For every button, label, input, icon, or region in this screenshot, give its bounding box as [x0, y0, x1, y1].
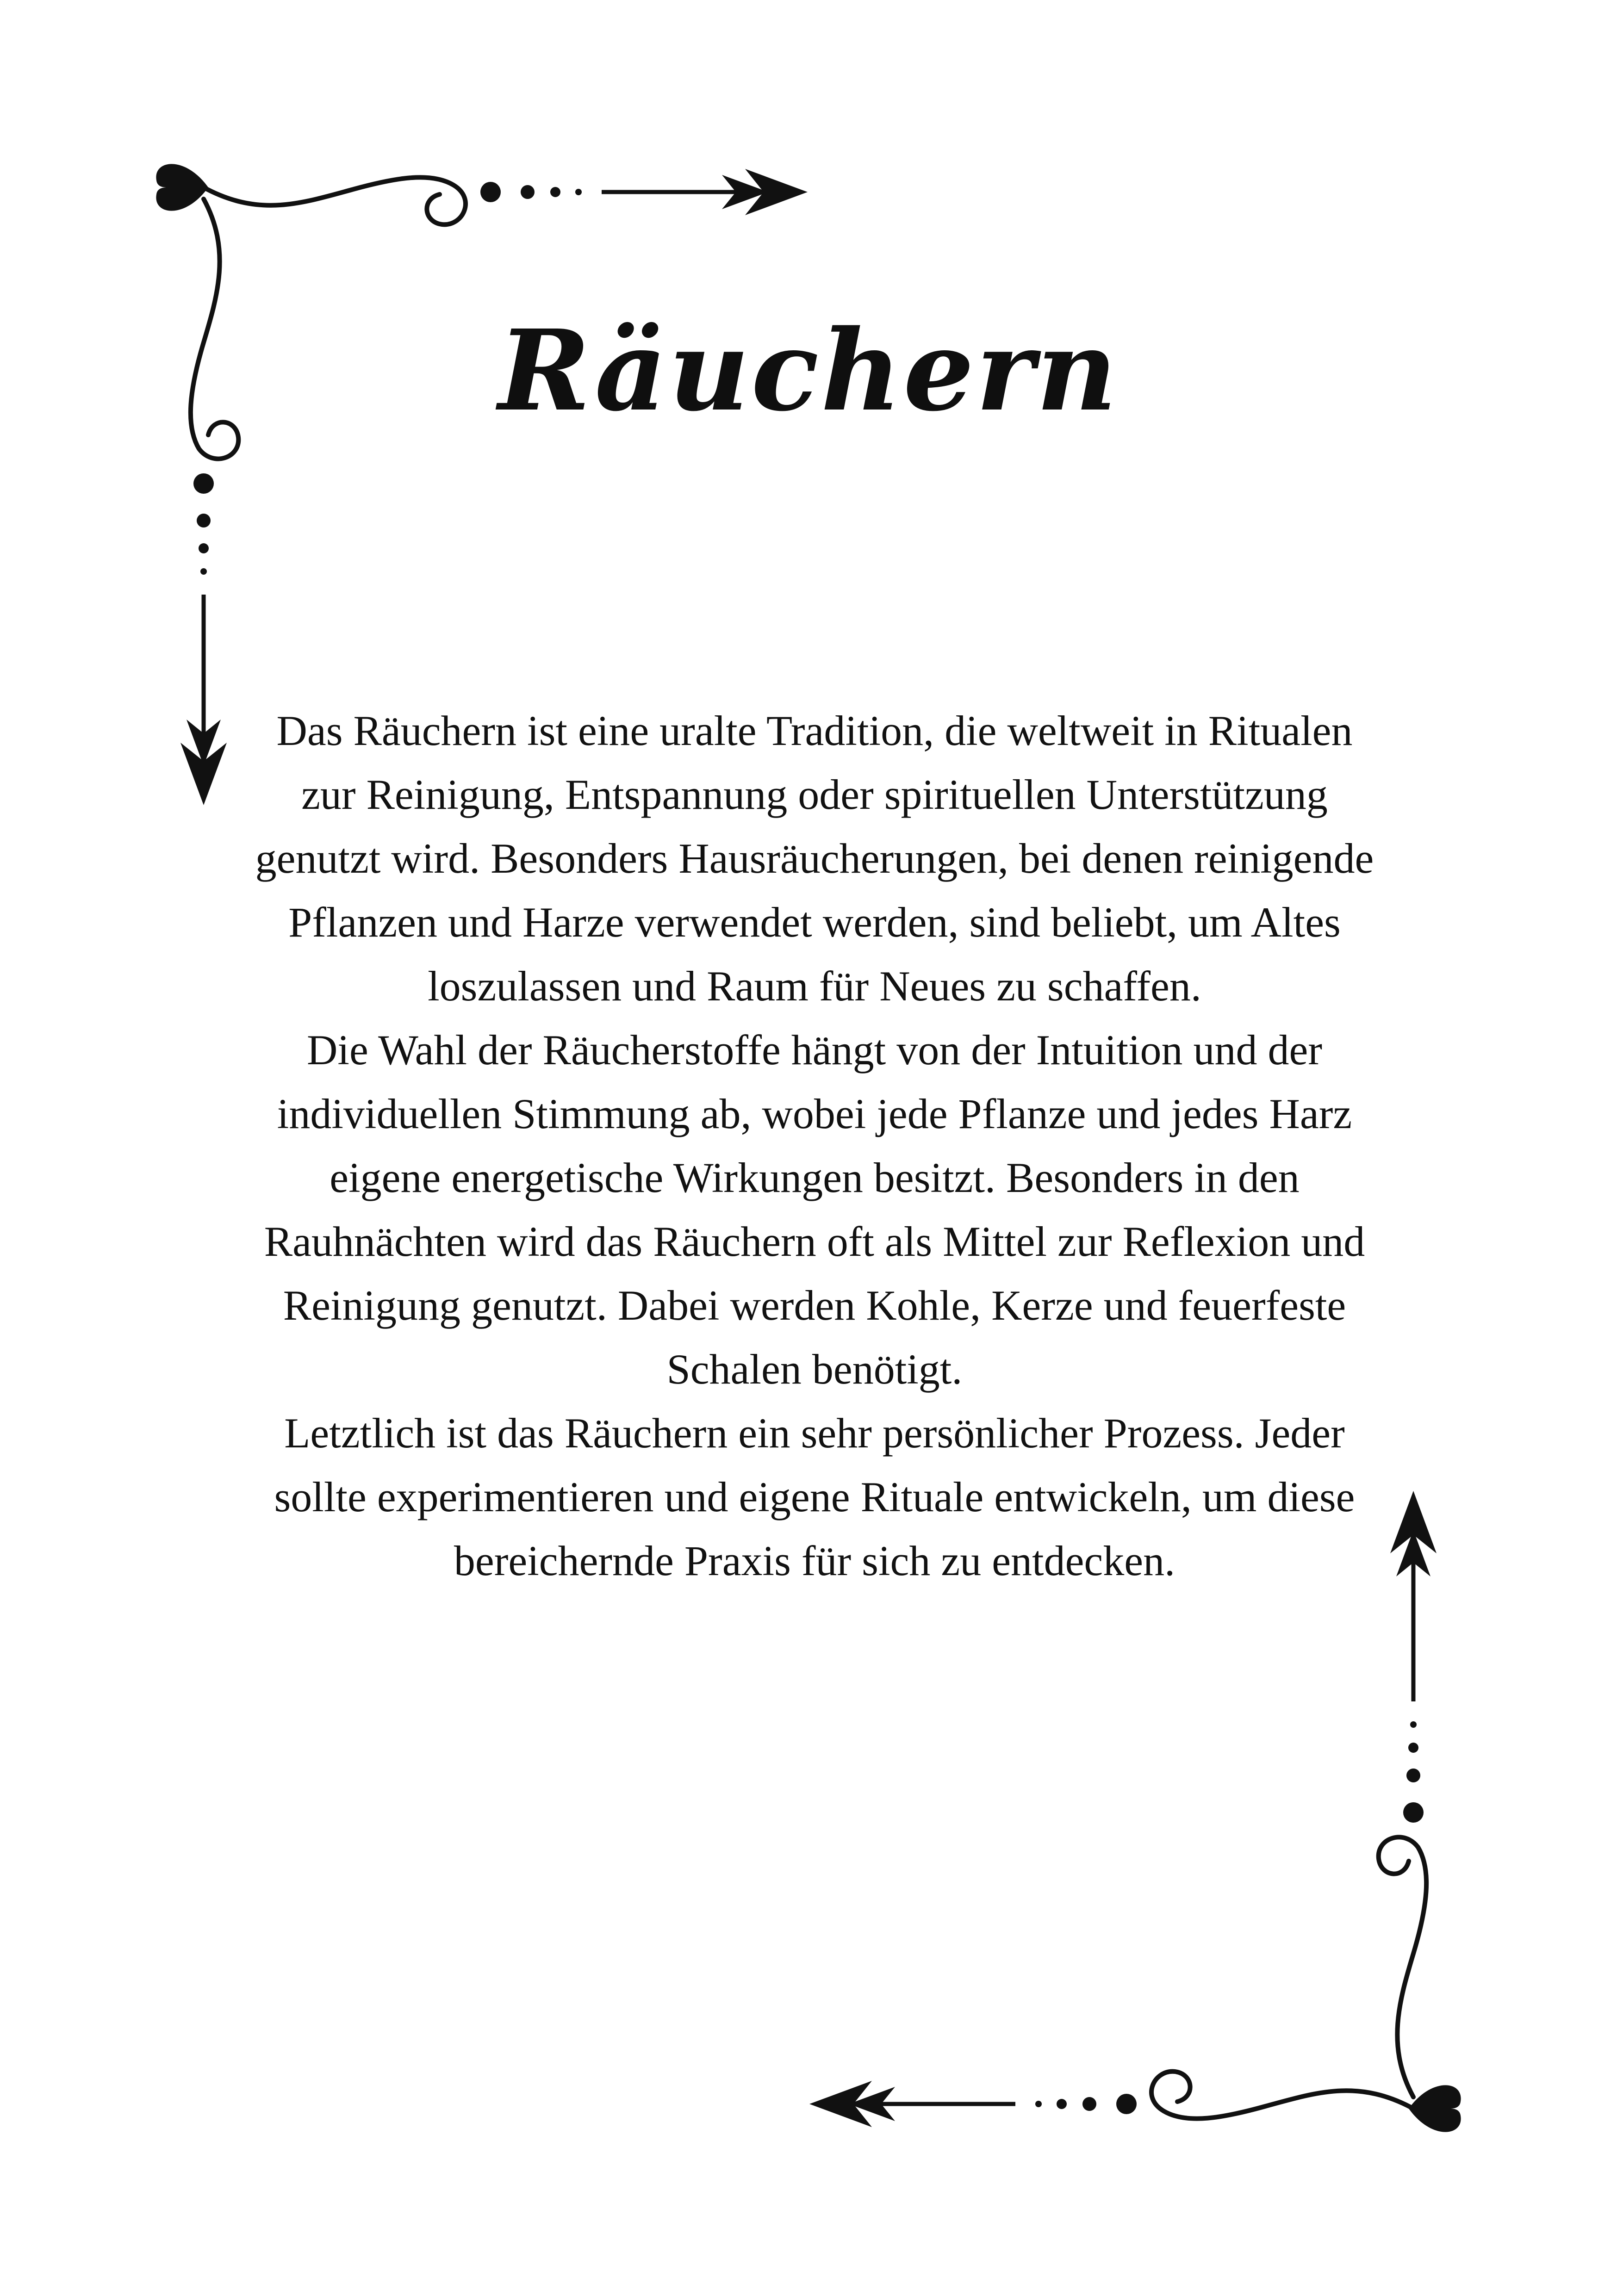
- paragraph-intro: Das Räuchern ist eine uralte Tradition, die weltweit in Ritualen zur Reinigung, Entspannung oder spirituellen Unterstützung genutzt wird. Besonders Hausräucherungen, bei denen reinigende Pflanzen und Harze verwendet werden, sind beliebt, um Altes loszulassen und Raum für Neues zu schaffen.: [255, 707, 1374, 1010]
- dots-vertical: [193, 473, 214, 575]
- arrow-up-icon: [1390, 1491, 1437, 1701]
- paragraph-materials: Die Wahl der Räucherstoffe hängt von der Intuition und der individuellen Stimmung ab, wobei jede Pflanze und jedes Harz eigene energetische Wirkungen besitzt. Besonders in den Rauhnächten wird das Räuchern oft als Mittel zur Reflexion und Reinigung genutzt. Dabei werden Kohle, Kerze und feuerfeste Schalen benötigt.: [264, 1026, 1365, 1393]
- swirl-vertical: [1379, 1837, 1426, 2097]
- heart-icon: [1409, 2085, 1461, 2132]
- paragraph-conclusion: Letztlich ist das Räuchern ein sehr persönlicher Prozess. Jeder sollte experimentieren und eigene Rituale entwickeln, um diese bereichernde Praxis für sich zu entdecken.: [274, 1409, 1355, 1584]
- dots-horizontal: [480, 182, 582, 202]
- arrow-left-icon: [809, 2081, 1015, 2127]
- swirl-horizontal: [204, 177, 466, 224]
- body-text: [250, 699, 1379, 1593]
- arrow-right-icon: [602, 169, 808, 215]
- dots-vertical: [1403, 1721, 1424, 1823]
- page-title: Räuchern: [498, 305, 1119, 436]
- swirl-horizontal: [1151, 2072, 1413, 2119]
- arrow-down-icon: [180, 595, 227, 805]
- dots-horizontal: [1035, 2094, 1137, 2114]
- heart-icon: [156, 164, 208, 211]
